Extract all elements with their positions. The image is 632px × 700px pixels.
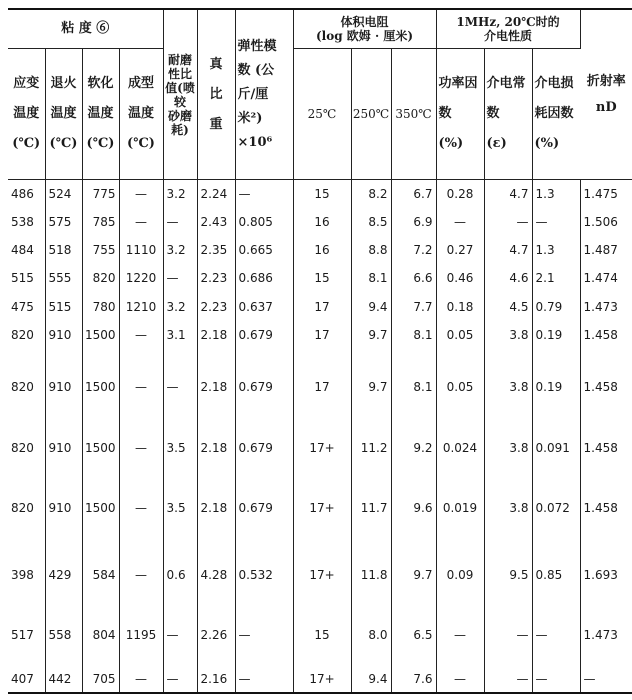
resistance-350-cell: 9.7 (391, 546, 436, 604)
table-row (8, 321, 632, 349)
power-factor-cell: 0.18 (436, 293, 484, 321)
molding-temp-cell: — (119, 349, 163, 424)
molding-temp-header: 成型 温度 (℃) (119, 49, 163, 180)
soften-temp-cell: 1500 (82, 425, 119, 471)
table-row (8, 425, 632, 471)
resistance-25-cell: 17+ (293, 667, 351, 693)
power-factor-cell: 0.09 (436, 546, 484, 604)
molding-temp-cell: — (119, 321, 163, 349)
anneal-temp-cell: 515 (45, 293, 82, 321)
abrasion-cell: 3.1 (163, 321, 197, 349)
elastic-modulus-cell: — (235, 667, 293, 693)
soften-temp-cell: 1500 (82, 321, 119, 349)
temp-250-header: 250℃ (351, 49, 391, 180)
resistance-250-cell: 8.8 (351, 236, 391, 264)
true-density-cell: 2.43 (197, 208, 235, 236)
elastic-modulus-cell: 0.679 (235, 349, 293, 424)
molding-temp-cell: — (119, 667, 163, 693)
molding-temp-cell: — (119, 546, 163, 604)
loss-factor-cell: 0.85 (532, 546, 580, 604)
abrasion-cell: — (163, 667, 197, 693)
resistance-350-cell: 7.7 (391, 293, 436, 321)
anneal-temp-cell: 910 (45, 471, 82, 546)
resistance-250-cell: 9.4 (351, 293, 391, 321)
resistance-350-cell: 8.1 (391, 321, 436, 349)
refractive-index-header: 折射率 nD (580, 9, 632, 180)
power-factor-cell: 0.46 (436, 264, 484, 292)
anneal-temp-cell: 910 (45, 321, 82, 349)
refractive-index-cell: 1.458 (583, 379, 618, 394)
strain-temp-cell: 517 (8, 604, 45, 667)
true-density-cell: 2.18 (197, 471, 235, 546)
true-density-cell: 2.18 (197, 321, 235, 349)
refractive-index-cell: 1.473 (583, 299, 618, 314)
dielectric-constant-cell: 4.7 (484, 236, 532, 264)
anneal-temp-cell: 518 (45, 236, 82, 264)
power-factor-cell: 0.024 (436, 425, 484, 471)
resistance-25-cell: 15 (293, 604, 351, 667)
temp-25-header: 25℃ (293, 49, 351, 180)
loss-factor-cell: 0.072 (532, 471, 580, 546)
refractive-index-cell: 1.458 (583, 328, 618, 343)
elastic-modulus-cell: 0.686 (235, 264, 293, 292)
strain-temp-cell: 407 (8, 667, 45, 693)
true-density-cell: 2.35 (197, 236, 235, 264)
resistance-25-cell: 15 (293, 264, 351, 292)
refractive-index-cell: 1.487 (583, 243, 618, 258)
elastic-modulus-header: 弹性模 数 (公 斤/厘 米²) ×10⁶ (235, 9, 293, 180)
table-row (8, 236, 632, 264)
resistance-250-cell: 9.7 (351, 321, 391, 349)
loss-factor-cell: 2.1 (532, 264, 580, 292)
power-factor-header: 功率因 数 (%) (436, 49, 484, 180)
abrasion-cell: — (163, 349, 197, 424)
true-density-cell: 4.28 (197, 546, 235, 604)
resistance-350-cell: 7.2 (391, 236, 436, 264)
volume-resistance-group-header: 体积电阻 (log 欧姆 · 厘米) (293, 9, 436, 49)
abrasion-cell: 0.6 (163, 546, 197, 604)
dielectric-group-header: 1MHz, 20℃时的 介电性质 (436, 9, 580, 49)
resistance-350-cell: 6.5 (391, 604, 436, 667)
table-row (8, 264, 632, 292)
resistance-25-cell: 17 (293, 293, 351, 321)
strain-temp-cell: 820 (8, 321, 45, 349)
temp-350-header: 350℃ (391, 49, 436, 180)
resistance-25-cell: 17 (293, 349, 351, 424)
soften-temp-cell: 584 (82, 546, 119, 604)
loss-factor-cell: 0.79 (532, 293, 580, 321)
molding-temp-cell: — (119, 180, 163, 208)
table-row (8, 471, 632, 546)
refractive-index-cell: 1.475 (583, 186, 618, 201)
refractive-index-cell: 1.474 (583, 271, 618, 286)
resistance-350-cell: 6.6 (391, 264, 436, 292)
dielectric-constant-cell: 4.7 (484, 180, 532, 208)
refractive-index-cell: 1.458 (583, 501, 618, 516)
resistance-250-cell: 8.1 (351, 264, 391, 292)
molding-temp-cell: 1110 (119, 236, 163, 264)
dielectric-constant-cell: 3.8 (484, 321, 532, 349)
molding-temp-cell: 1210 (119, 293, 163, 321)
resistance-25-cell: 17+ (293, 546, 351, 604)
resistance-350-cell: 6.7 (391, 180, 436, 208)
power-factor-cell: — (436, 667, 484, 693)
table-header (8, 9, 632, 180)
viscosity-group-header: 粘 度 ⑥ (8, 9, 163, 49)
strain-temp-cell: 820 (8, 349, 45, 424)
table-row (8, 667, 632, 693)
abrasion-cell: 3.5 (163, 425, 197, 471)
elastic-modulus-cell: — (235, 180, 293, 208)
elastic-modulus-cell: 0.665 (235, 236, 293, 264)
soften-temp-cell: 755 (82, 236, 119, 264)
soften-temp-cell: 1500 (82, 349, 119, 424)
loss-factor-header: 介电损 耗因数 (%) (532, 49, 580, 180)
elastic-modulus-cell: 0.679 (235, 471, 293, 546)
elastic-modulus-cell: 0.637 (235, 293, 293, 321)
table-row (8, 546, 632, 604)
loss-factor-cell: 1.3 (532, 180, 580, 208)
loss-factor-cell: — (532, 208, 580, 236)
strain-temp-cell: 398 (8, 546, 45, 604)
dielectric-constant-cell: 4.5 (484, 293, 532, 321)
dielectric-constant-header: 介电常 数 (ε) (484, 49, 532, 180)
loss-factor-cell: 1.3 (532, 236, 580, 264)
table-row (8, 604, 632, 667)
power-factor-cell: 0.05 (436, 321, 484, 349)
molding-temp-cell: 1195 (119, 604, 163, 667)
abrasion-header: 耐磨 性比 值(喷 较 砂磨 耗) (163, 9, 197, 180)
true-density-header: 真 比 重 (197, 9, 235, 180)
molding-temp-cell: — (119, 471, 163, 546)
anneal-temp-cell: 910 (45, 425, 82, 471)
resistance-350-cell: 8.1 (391, 349, 436, 424)
loss-factor-cell: 0.19 (532, 321, 580, 349)
glass-properties-table (8, 8, 632, 694)
dielectric-constant-cell: 9.5 (484, 546, 532, 604)
power-factor-cell: — (436, 604, 484, 667)
refractive-index-cell: 1.506 (583, 214, 618, 229)
resistance-25-cell: 16 (293, 208, 351, 236)
abrasion-cell: 3.2 (163, 180, 197, 208)
dielectric-constant-cell: — (484, 208, 532, 236)
true-density-cell: 2.18 (197, 425, 235, 471)
strain-temp-cell: 484 (8, 236, 45, 264)
power-factor-cell: 0.27 (436, 236, 484, 264)
anneal-temp-cell: 575 (45, 208, 82, 236)
soften-temp-header: 软化 温度 (℃) (82, 49, 119, 180)
soften-temp-cell: 820 (82, 264, 119, 292)
resistance-350-cell: 9.2 (391, 425, 436, 471)
true-density-cell: 2.23 (197, 293, 235, 321)
refractive-index-cell: — (580, 667, 632, 693)
strain-temp-cell: 486 (8, 180, 45, 208)
power-factor-cell: 0.019 (436, 471, 484, 546)
table-row (8, 180, 632, 208)
elastic-modulus-cell: 0.805 (235, 208, 293, 236)
strain-temp-cell: 820 (8, 425, 45, 471)
resistance-250-cell: 8.5 (351, 208, 391, 236)
table-row (8, 293, 632, 321)
power-factor-cell: 0.28 (436, 180, 484, 208)
strain-temp-header: 应变 温度 (℃) (8, 49, 45, 180)
refractive-index-cell: 1.693 (583, 567, 618, 582)
refractive-index-cell: 1.473 (583, 628, 618, 643)
resistance-250-cell: 11.8 (351, 546, 391, 604)
true-density-cell: 2.18 (197, 349, 235, 424)
abrasion-cell: 3.2 (163, 236, 197, 264)
resistance-25-cell: 15 (293, 180, 351, 208)
anneal-temp-cell: 558 (45, 604, 82, 667)
strain-temp-cell: 538 (8, 208, 45, 236)
loss-factor-cell: 0.19 (532, 349, 580, 424)
true-density-cell: 2.24 (197, 180, 235, 208)
anneal-temp-cell: 555 (45, 264, 82, 292)
soften-temp-cell: 780 (82, 293, 119, 321)
resistance-250-cell: 11.7 (351, 471, 391, 546)
loss-factor-cell: 0.091 (532, 425, 580, 471)
soften-temp-cell: 775 (82, 180, 119, 208)
power-factor-cell: — (436, 208, 484, 236)
true-density-cell: 2.23 (197, 264, 235, 292)
anneal-temp-cell: 524 (45, 180, 82, 208)
elastic-modulus-cell: 0.679 (235, 321, 293, 349)
anneal-temp-cell: 429 (45, 546, 82, 604)
dielectric-constant-cell: — (484, 667, 532, 693)
true-density-cell: 2.26 (197, 604, 235, 667)
anneal-temp-cell: 910 (45, 349, 82, 424)
soften-temp-cell: 705 (82, 667, 119, 693)
dielectric-constant-cell: 3.8 (484, 349, 532, 424)
anneal-temp-cell: 442 (45, 667, 82, 693)
loss-factor-cell: — (532, 667, 580, 693)
elastic-modulus-cell: — (235, 604, 293, 667)
true-density-cell: 2.16 (197, 667, 235, 693)
resistance-25-cell: 16 (293, 236, 351, 264)
power-factor-cell: 0.05 (436, 349, 484, 424)
table-body (8, 180, 632, 694)
soften-temp-cell: 804 (82, 604, 119, 667)
abrasion-cell: — (163, 264, 197, 292)
soften-temp-cell: 785 (82, 208, 119, 236)
abrasion-cell: — (163, 208, 197, 236)
resistance-250-cell: 8.0 (351, 604, 391, 667)
elastic-modulus-cell: 0.679 (235, 425, 293, 471)
loss-factor-cell: — (532, 604, 580, 667)
strain-temp-cell: 475 (8, 293, 45, 321)
abrasion-cell: 3.2 (163, 293, 197, 321)
resistance-350-cell: 9.6 (391, 471, 436, 546)
resistance-25-cell: 17 (293, 321, 351, 349)
strain-temp-cell: 515 (8, 264, 45, 292)
anneal-temp-header: 退火 温度 (℃) (45, 49, 82, 180)
molding-temp-cell: 1220 (119, 264, 163, 292)
resistance-25-cell: 17+ (293, 471, 351, 546)
molding-temp-cell: — (119, 425, 163, 471)
molding-temp-cell: — (119, 208, 163, 236)
resistance-350-cell: 6.9 (391, 208, 436, 236)
abrasion-cell: — (163, 604, 197, 667)
resistance-250-cell: 11.2 (351, 425, 391, 471)
table-row (8, 349, 632, 424)
soften-temp-cell: 1500 (82, 471, 119, 546)
refractive-index-cell: 1.458 (583, 440, 618, 455)
abrasion-cell: 3.5 (163, 471, 197, 546)
resistance-250-cell: 9.7 (351, 349, 391, 424)
dielectric-constant-cell: — (484, 604, 532, 667)
resistance-25-cell: 17+ (293, 425, 351, 471)
dielectric-constant-cell: 4.6 (484, 264, 532, 292)
table-row (8, 208, 632, 236)
resistance-350-cell: 7.6 (391, 667, 436, 693)
resistance-250-cell: 9.4 (351, 667, 391, 693)
elastic-modulus-cell: 0.532 (235, 546, 293, 604)
dielectric-constant-cell: 3.8 (484, 471, 532, 546)
strain-temp-cell: 820 (8, 471, 45, 546)
dielectric-constant-cell: 3.8 (484, 425, 532, 471)
resistance-250-cell: 8.2 (351, 180, 391, 208)
